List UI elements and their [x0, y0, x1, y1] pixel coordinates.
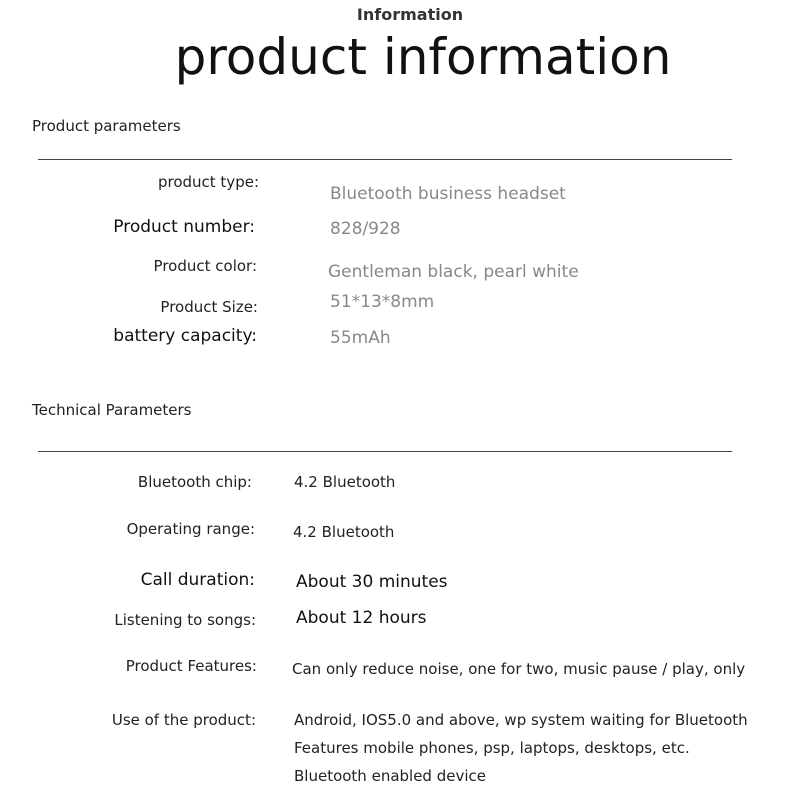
tech-value-listening-songs: About 12 hours — [296, 608, 427, 628]
section-title-technical-parameters: Technical Parameters — [32, 401, 192, 419]
param-value-product-number: 828/928 — [330, 219, 401, 239]
param-label-product-color: Product color: — [153, 257, 257, 275]
param-label-battery-capacity: battery capacity: — [113, 326, 257, 346]
page-title: product information — [174, 28, 672, 86]
tech-value-use-line-3: Bluetooth enabled device — [294, 767, 486, 785]
tech-label-operating-range: Operating range: — [126, 520, 255, 538]
param-value-battery-capacity: 55mAh — [330, 328, 391, 348]
section-divider — [38, 159, 732, 160]
tech-value-product-features: Can only reduce noise, one for two, music pause / play, only — [292, 660, 746, 678]
tech-label-call-duration: Call duration: — [140, 570, 255, 590]
tech-label-listening-songs: Listening to songs: — [114, 611, 256, 629]
param-value-product-size: 51*13*8mm — [330, 292, 435, 312]
section-divider — [38, 451, 732, 452]
param-value-product-type: Bluetooth business headset — [330, 184, 566, 204]
tech-value-operating-range: 4.2 Bluetooth — [293, 523, 395, 541]
tech-label-use-of-product: Use of the product: — [111, 711, 256, 729]
tech-value-call-duration: About 30 minutes — [296, 572, 448, 592]
tech-label-product-features: Product Features: — [125, 657, 257, 675]
tech-value-bluetooth-chip: 4.2 Bluetooth — [294, 473, 396, 491]
section-title-product-parameters: Product parameters — [32, 117, 181, 135]
tech-value-use-line-1: Android, IOS5.0 and above, wp system waiting for Bluetooth — [294, 711, 748, 729]
param-label-product-number: Product number: — [113, 217, 255, 237]
param-label-product-size: Product Size: — [160, 298, 258, 316]
header-small-title: Information — [356, 5, 464, 24]
tech-value-use-line-2: Features mobile phones, psp, laptops, desktops, etc. — [294, 739, 690, 757]
tech-label-bluetooth-chip: Bluetooth chip: — [137, 473, 252, 491]
param-label-product-type: product type: — [157, 173, 259, 191]
param-value-product-color: Gentleman black, pearl white — [328, 262, 579, 282]
